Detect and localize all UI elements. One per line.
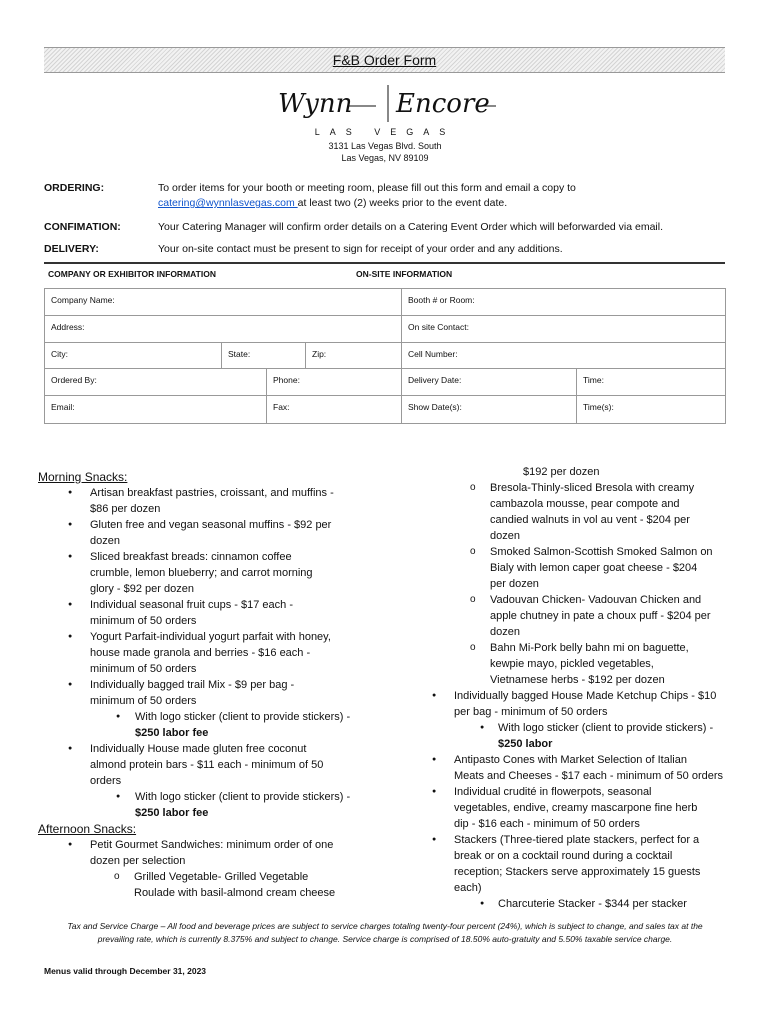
right-menu-column — [430, 464, 740, 912]
list-subitem: ● Charcuterie Stacker - $344 per stacker — [430, 896, 740, 912]
list-subitem: ● With logo sticker (client to provide stickers) - $250 labor fee — [38, 709, 388, 741]
city-line: LAS VEGAS — [314, 127, 456, 137]
email-field[interactable]: Email: — [45, 396, 267, 423]
delivery-date-field[interactable]: Delivery Date: — [402, 369, 577, 396]
city-field[interactable]: City: — [45, 343, 222, 369]
address-line-2: Las Vegas, NV 89109 — [341, 153, 429, 163]
list-item: ● Gluten free and vegan seasonal muffins - $92 per dozen — [38, 517, 388, 549]
list-subitem: ● With logo sticker (client to provide stickers) - $250 labor — [430, 720, 740, 752]
menus-valid-note: Menus valid through December 31, 2023 — [44, 966, 207, 976]
delivery-text: Your on-site contact must be present to sign for receipt of your order and any additions. — [158, 243, 563, 255]
state-field[interactable]: State: — [222, 343, 306, 369]
list-subitem: o Smoked Salmon-Scottish Smoked Salmon on Bialy with lemon caper goat cheese - $204 per dozen — [430, 544, 740, 592]
afternoon-snacks-heading: Afternoon Snacks: — [38, 822, 137, 836]
company-section-header: COMPANY OR EXHIBITOR INFORMATION — [48, 269, 216, 279]
list-item: ● Individually House made gluten free coconut almond protein bars - $11 each - minimum of 50 orders — [38, 741, 388, 789]
confirmation-label: CONFIMATION: — [44, 221, 121, 233]
info-form — [44, 288, 726, 424]
list-item: ● Yogurt Parfait-individual yogurt parfait with honey, house made granola and berries - $16 each - minimum of 50 orders — [38, 629, 388, 677]
ordering-text-2: at least two (2) weeks prior to the event date. — [297, 197, 508, 209]
delivery-label: DELIVERY: — [44, 243, 99, 255]
list-item: ● Individual seasonal fruit cups - $17 each - minimum of 50 orders — [38, 597, 388, 629]
list-item: ● Individual crudité in flowerpots, seasonal vegetables, endive, creamy mascarpone fine herb dip - $16 each - minimum of 50 orders — [430, 784, 740, 832]
list-item: ● Sliced breakfast breads: cinnamon coffee crumble, lemon blueberry; and carrot morning glory - $92 per dozen — [38, 549, 388, 597]
title-bar — [44, 47, 725, 73]
list-item: ● Antipasto Cones with Market Selection of Italian Meats and Cheeses - $17 each - minimum of 50 orders — [430, 752, 740, 784]
tax-note-line-1: Tax and Service Charge – All food and beverage prices are subject to service charges totaling twenty-four percent (24%), which is subject to change, and sales tax at the — [67, 921, 703, 931]
left-menu-column — [38, 469, 388, 901]
list-subitem: ● With logo sticker (client to provide stickers) - $250 labor fee — [38, 789, 388, 821]
zip-field[interactable]: Zip: — [306, 343, 402, 369]
page-title: F&B Order Form — [332, 52, 437, 68]
logo-wynn: Wynn — [278, 89, 353, 119]
company-name-field[interactable]: Company Name: — [45, 289, 402, 316]
ordering-text-1: To order items for your booth or meeting room, please fill out this form and email a copy to — [158, 182, 576, 194]
booth-field[interactable]: Booth # or Room: — [402, 289, 725, 316]
time-field[interactable]: Time: — [577, 369, 725, 396]
list-item-continued: $192 per dozen — [523, 466, 600, 478]
address-field[interactable]: Address: — [45, 316, 402, 343]
divider — [44, 262, 725, 264]
onsite-section-header: ON-SITE INFORMATION — [356, 269, 453, 279]
list-subitem: o Vadouvan Chicken- Vadouvan Chicken and apple chutney in pate a choux puff - $204 per dozen — [430, 592, 740, 640]
phone-field[interactable]: Phone: — [267, 369, 402, 396]
cell-number-field[interactable]: Cell Number: — [402, 343, 725, 369]
list-item: ● Individually bagged House Made Ketchup Chips - $10 per bag - minimum of 50 orders — [430, 688, 740, 720]
confirmation-text: Your Catering Manager will confirm order details on a Catering Event Order which will beforwarded via email. — [158, 221, 664, 233]
onsite-contact-field[interactable]: On site Contact: — [402, 316, 725, 343]
show-dates-field[interactable]: Show Date(s): — [402, 396, 577, 423]
list-subitem: o Bresola-Thinly-sliced Bresola with creamy cambazola mousse, pear compote and candied walnuts in vol au vent - $204 per dozen — [430, 480, 740, 544]
morning-snacks-heading: Morning Snacks: — [38, 470, 128, 484]
times-field[interactable]: Time(s): — [583, 402, 614, 412]
list-item: ● Petit Gourmet Sandwiches: minimum order of one dozen per selection — [38, 837, 388, 869]
address-line-1: 3131 Las Vegas Blvd. South — [328, 141, 442, 151]
ordered-by-field[interactable]: Ordered By: — [45, 369, 267, 396]
fax-field[interactable]: Fax: — [267, 396, 402, 423]
tax-note-line-2: prevailing rate, which is currently 8.375% and subject to change. Service charge is comprised of 18.50% auto-gratuity and 5.50% taxable service charge. — [97, 934, 673, 944]
list-item: ● Stackers (Three-tiered plate stackers, perfect for a break or on a cocktail round during a cocktail reception; Stackers serve approximately 15 guests each) — [430, 832, 740, 896]
logo-encore: Encore — [396, 89, 490, 119]
list-subitem: o Bahn Mi-Pork belly bahn mi on baguette, kewpie mayo, pickled vegetables, Vietnamese herbs - $192 per dozen — [430, 640, 740, 688]
ordering-label: ORDERING: — [44, 182, 105, 194]
ordering-text — [158, 181, 576, 211]
tax-service-note — [40, 920, 730, 946]
list-item: ● Individually bagged trail Mix - $9 per bag - minimum of 50 orders — [38, 677, 388, 709]
catering-email-link[interactable]: catering@wynnlasvegas.com — [158, 197, 298, 209]
list-subitem: o Grilled Vegetable- Grilled Vegetable Roulade with basil-almond cream cheese — [38, 869, 388, 901]
list-item: ● Artisan breakfast pastries, croissant, and muffins - $86 per dozen — [38, 485, 388, 517]
wynn-encore-logo — [270, 82, 500, 126]
